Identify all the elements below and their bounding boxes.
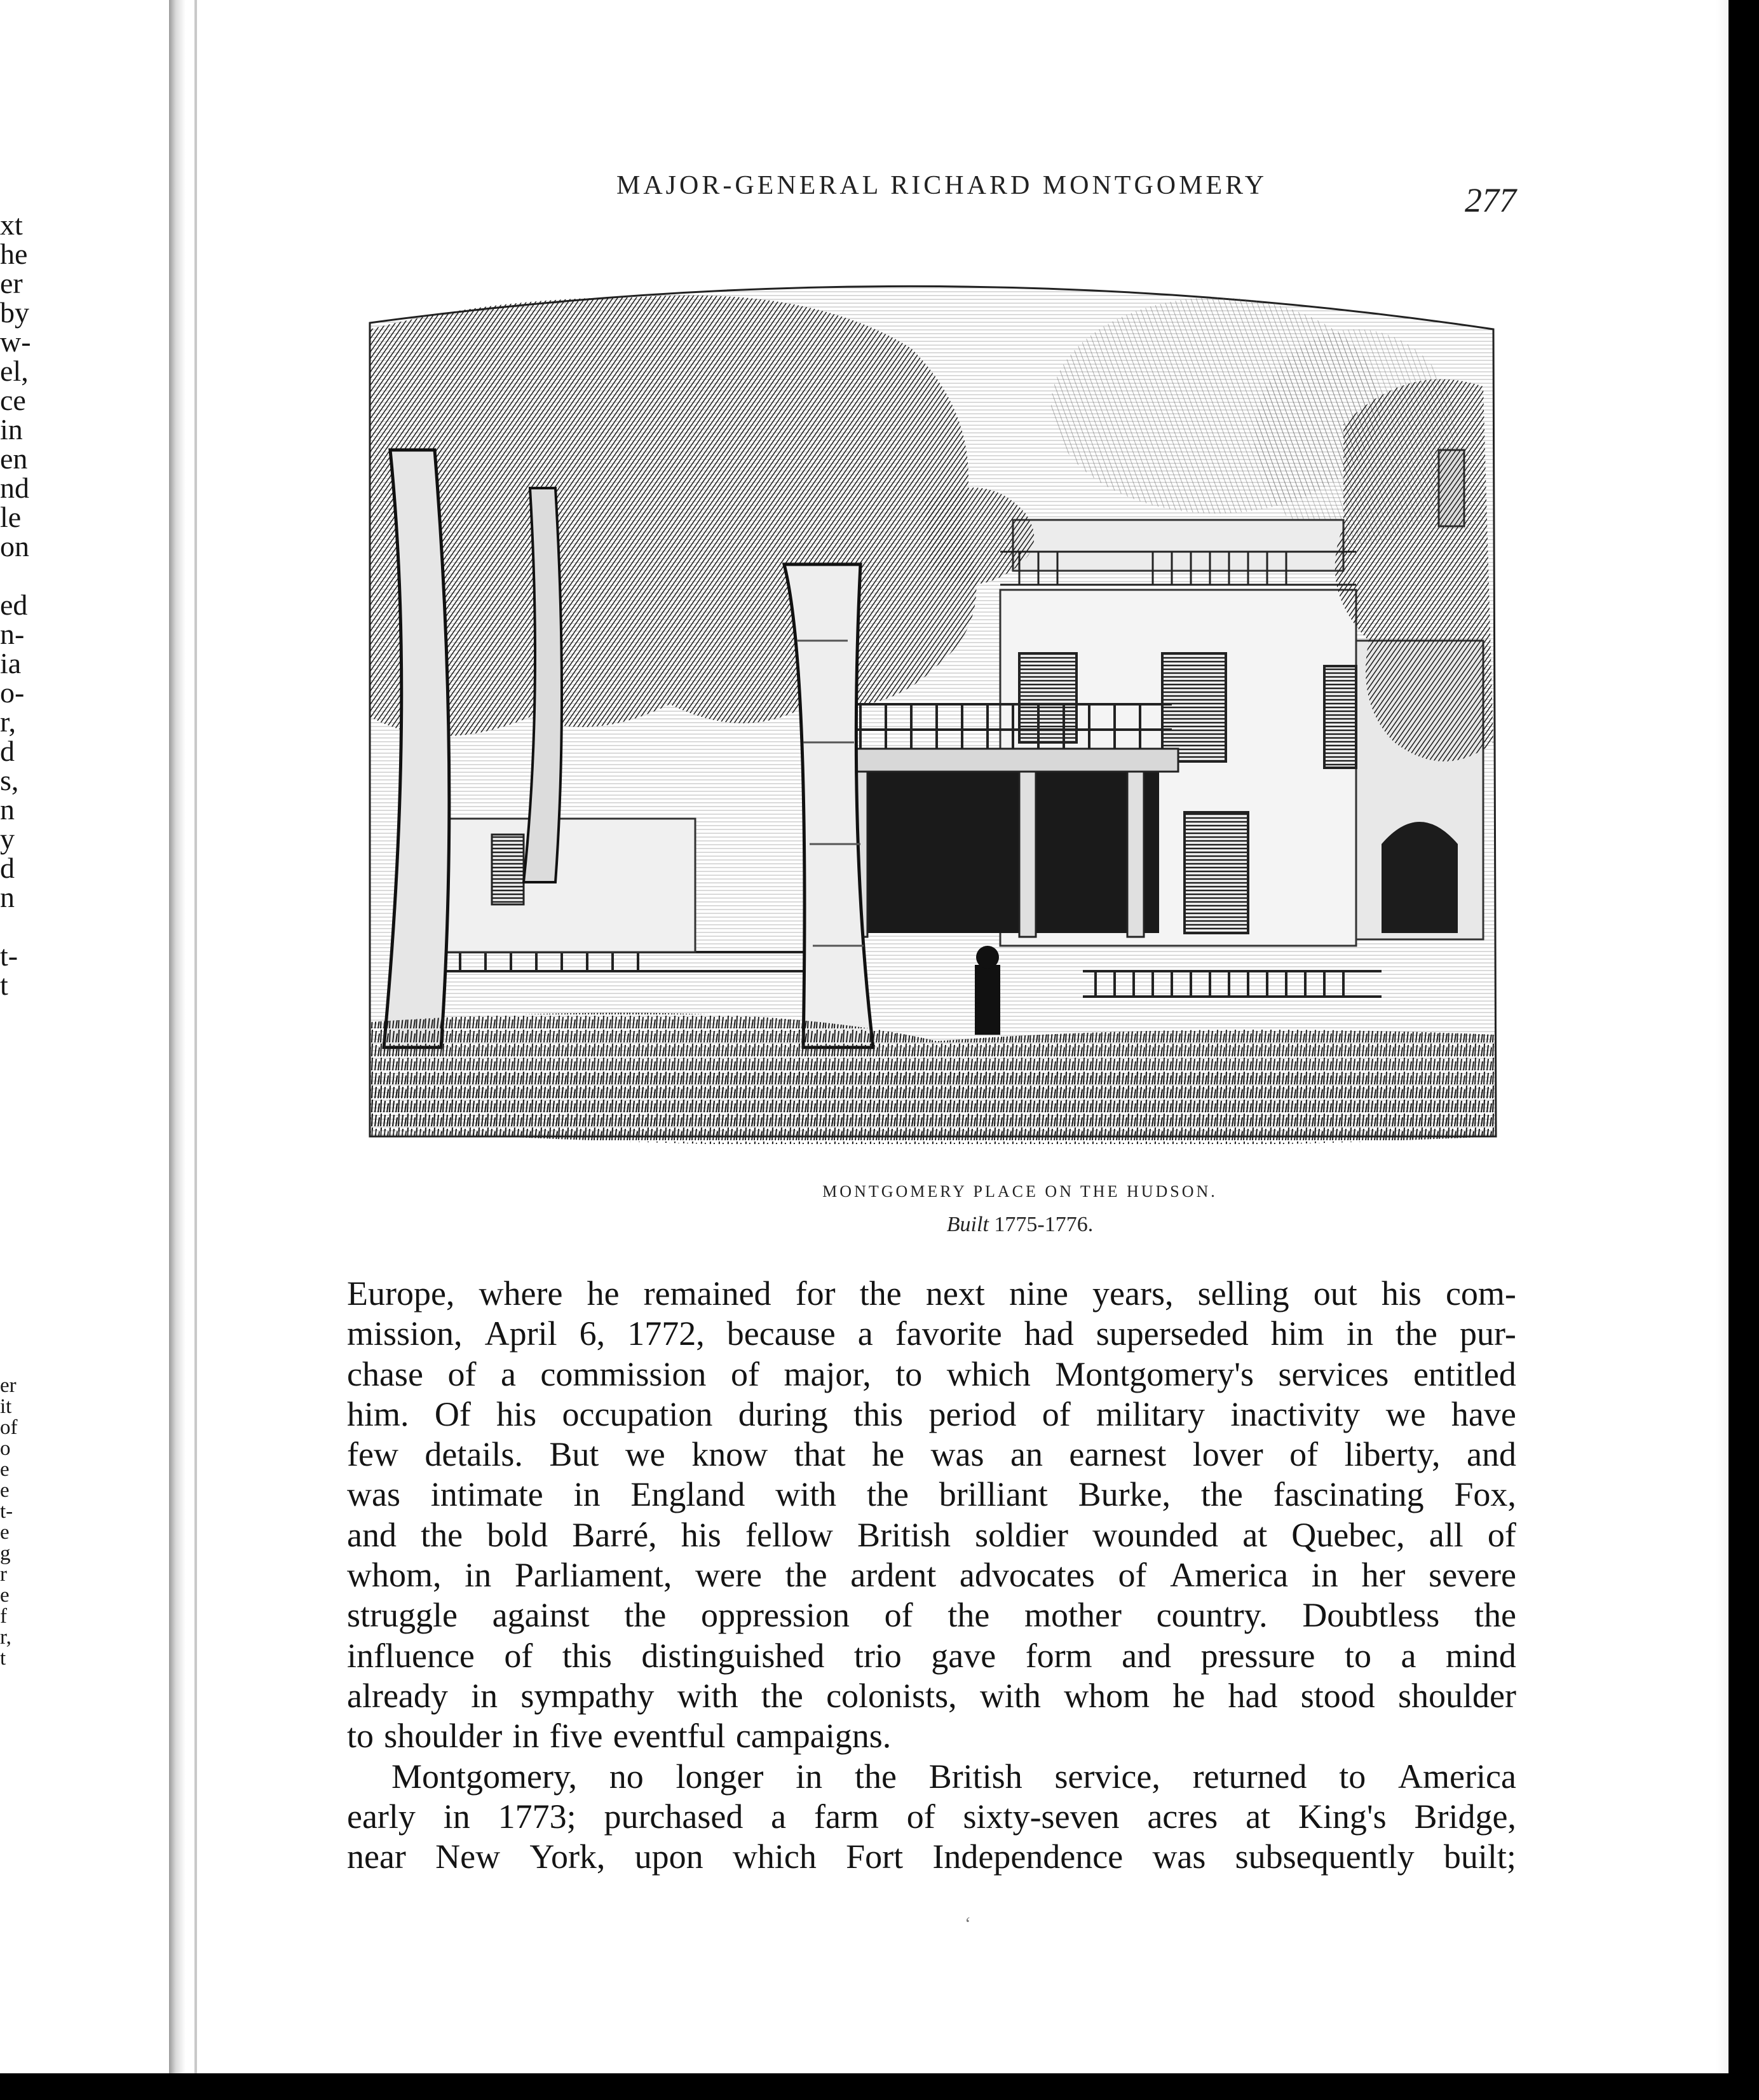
body-word: the xyxy=(1200,1475,1243,1514)
body-word: of xyxy=(1118,1556,1147,1595)
body-word: British xyxy=(928,1757,1022,1796)
facing-page-footnote-fragment: r, xyxy=(0,1626,11,1649)
facing-page-left xyxy=(0,0,179,2100)
facing-page-text-fragments-top xyxy=(0,205,159,1001)
body-word: shoulder xyxy=(384,1717,503,1756)
facing-page-footnote-fragment: r xyxy=(0,1563,7,1586)
facing-page-footnote-fragment: of xyxy=(0,1416,18,1439)
facing-page-fragment: en xyxy=(0,442,28,475)
body-word: and xyxy=(1122,1636,1172,1675)
body-word: earnest xyxy=(1069,1435,1167,1474)
body-word: because xyxy=(726,1314,836,1353)
body-word: remained xyxy=(643,1274,771,1312)
body-word: built; xyxy=(1443,1838,1516,1876)
body-word: Europe, xyxy=(347,1274,455,1312)
body-word: for xyxy=(795,1274,836,1312)
body-word: against xyxy=(492,1596,590,1635)
body-word: Fort xyxy=(846,1838,904,1876)
facing-page-fragment xyxy=(0,906,159,936)
facing-page-fragment: r, xyxy=(0,706,16,738)
facing-page-fragment: er xyxy=(0,267,23,299)
body-word: brilliant xyxy=(939,1475,1048,1514)
body-word: Montgomery's xyxy=(1055,1354,1254,1393)
body-word: the xyxy=(1395,1314,1437,1353)
facing-page-fragment: on xyxy=(0,530,29,562)
body-word: favorite xyxy=(895,1314,1002,1353)
body-word: at xyxy=(1242,1515,1268,1554)
body-word: upon xyxy=(634,1838,703,1876)
body-word: to xyxy=(1339,1757,1366,1796)
body-word: his xyxy=(496,1394,537,1433)
facing-page-footnote-fragment: e xyxy=(0,1458,10,1481)
body-word: already xyxy=(347,1676,448,1715)
body-line xyxy=(347,1394,1516,1435)
body-word: which xyxy=(946,1354,1031,1393)
body-word: 6, xyxy=(579,1314,606,1353)
body-line xyxy=(347,1837,1516,1877)
facing-page-fragment: y xyxy=(0,822,15,855)
body-word: an xyxy=(1010,1435,1043,1474)
body-line xyxy=(347,1595,1516,1635)
body-line xyxy=(347,1555,1516,1595)
body-word: inactivity xyxy=(1230,1394,1361,1433)
body-word: farm xyxy=(813,1797,879,1836)
body-word: and xyxy=(1467,1435,1516,1474)
page-number: 277 xyxy=(1465,181,1516,219)
facing-page-fragment: he xyxy=(0,238,28,270)
body-word: sixty-seven xyxy=(963,1797,1120,1836)
body-word: his xyxy=(681,1515,721,1554)
body-word: of xyxy=(1487,1515,1516,1554)
facing-page-footnote-fragment: e xyxy=(0,1584,10,1607)
body-word: the xyxy=(785,1556,827,1595)
body-word: occupation xyxy=(562,1394,713,1433)
facing-page-fragment: ed xyxy=(0,589,28,621)
body-word: this xyxy=(853,1394,904,1433)
body-word: trio xyxy=(853,1636,902,1675)
facing-page-fragment: n- xyxy=(0,618,25,650)
body-word: years, xyxy=(1092,1274,1174,1312)
body-word: selling xyxy=(1197,1274,1289,1312)
body-word: whom, xyxy=(347,1556,442,1595)
body-word: bold xyxy=(487,1515,548,1554)
body-word: we xyxy=(625,1435,665,1474)
body-word: were xyxy=(695,1556,762,1595)
facing-page-fragment: in xyxy=(0,413,23,446)
body-word: Barré, xyxy=(572,1515,657,1554)
figure-caption-date xyxy=(686,1213,1354,1237)
engraving-illustration-montgomery-place xyxy=(365,259,1501,1144)
running-head: MAJOR-GENERAL RICHARD MONTGOMERY xyxy=(616,171,1268,200)
body-word: oppression xyxy=(701,1596,850,1635)
body-word: no xyxy=(609,1757,644,1796)
body-word: the xyxy=(1474,1596,1516,1635)
facing-page-fragment: n xyxy=(0,881,15,913)
body-word: England xyxy=(630,1475,745,1514)
facing-page-footnote-fragment: it xyxy=(0,1395,12,1418)
body-word: 1773; xyxy=(498,1797,576,1836)
body-word: all xyxy=(1429,1515,1464,1554)
body-word: whom xyxy=(1064,1676,1150,1715)
body-word: York, xyxy=(529,1838,606,1876)
body-word: sympathy xyxy=(520,1676,655,1715)
body-line xyxy=(347,1757,1516,1797)
body-word: of xyxy=(447,1354,477,1393)
facing-page-footnote-fragment: t xyxy=(0,1647,6,1670)
body-word: him. xyxy=(347,1394,409,1433)
body-word: to xyxy=(347,1717,374,1756)
body-word: in xyxy=(1311,1556,1338,1595)
body-word: her xyxy=(1361,1556,1406,1595)
facing-page-footnote-fragment: e xyxy=(0,1479,10,1502)
body-line xyxy=(347,1274,1516,1314)
body-line xyxy=(347,1636,1516,1676)
scan-border-bottom xyxy=(0,2073,1759,2100)
body-word: Parliament, xyxy=(514,1556,672,1595)
body-word: Of xyxy=(434,1394,471,1433)
body-word: the xyxy=(421,1515,463,1554)
body-word: chase xyxy=(347,1354,423,1393)
facing-page-fragment: t xyxy=(0,969,8,1001)
body-word: the xyxy=(854,1757,897,1796)
facing-page-footnote-fragment: er xyxy=(0,1374,17,1397)
body-word: had xyxy=(1024,1314,1074,1353)
facing-page-fragment: n xyxy=(0,793,15,826)
body-word: pur- xyxy=(1459,1314,1516,1353)
body-word: colonists, xyxy=(826,1676,957,1715)
facing-page-fragment: d xyxy=(0,852,15,884)
body-word: Independence xyxy=(932,1838,1124,1876)
body-word: he xyxy=(587,1274,620,1312)
facing-page-fragment: xt xyxy=(0,208,23,241)
facing-page-footnote-fragment: o xyxy=(0,1437,11,1460)
body-word: a xyxy=(771,1797,787,1836)
body-word: a xyxy=(857,1314,873,1353)
facing-page-fragment: s, xyxy=(0,764,19,796)
body-word: the xyxy=(761,1676,803,1715)
body-word: few xyxy=(347,1435,398,1474)
facing-page-fragment: d xyxy=(0,735,15,767)
body-word: with xyxy=(775,1475,837,1514)
body-word: of xyxy=(884,1596,913,1635)
body-word: mother xyxy=(1024,1596,1122,1635)
body-word: the xyxy=(624,1596,667,1635)
body-word: near xyxy=(347,1838,406,1876)
body-word: liberty, xyxy=(1344,1435,1441,1474)
body-word: the xyxy=(947,1596,990,1635)
body-word: New xyxy=(435,1838,501,1876)
body-word: with xyxy=(979,1676,1041,1715)
body-word: him xyxy=(1270,1314,1324,1353)
body-word: he xyxy=(872,1435,905,1474)
facing-page-fragment: ce xyxy=(0,384,26,416)
body-word: of xyxy=(504,1636,533,1675)
body-word: during xyxy=(738,1394,828,1433)
body-word: ardent xyxy=(850,1556,937,1595)
body-line xyxy=(347,1354,1516,1394)
body-word: that xyxy=(794,1435,846,1474)
body-word: Fox, xyxy=(1454,1475,1516,1514)
body-text xyxy=(347,1274,1516,1877)
body-word: shoulder xyxy=(1397,1676,1516,1715)
body-word: period xyxy=(928,1394,1017,1433)
body-word: wounded xyxy=(1092,1515,1219,1554)
body-word: had xyxy=(1228,1676,1278,1715)
body-line xyxy=(347,1716,1516,1756)
scan-border-right xyxy=(1728,0,1759,2073)
body-word: com- xyxy=(1445,1274,1516,1312)
body-word: where xyxy=(479,1274,563,1312)
body-word: services xyxy=(1278,1354,1389,1393)
body-word: military xyxy=(1096,1394,1205,1433)
body-word: Burke, xyxy=(1078,1475,1171,1514)
body-word: superseded xyxy=(1096,1314,1249,1353)
body-line xyxy=(347,1515,1516,1555)
body-word: mind xyxy=(1445,1636,1516,1675)
body-word: of xyxy=(1289,1435,1319,1474)
body-word: stood xyxy=(1300,1676,1375,1715)
body-word: form xyxy=(1025,1636,1092,1675)
body-word: mission, xyxy=(347,1314,463,1353)
body-word: with xyxy=(677,1676,738,1715)
body-word: in xyxy=(573,1475,601,1514)
facing-page-footnote-fragment: g xyxy=(0,1542,11,1565)
body-word: early xyxy=(347,1797,416,1836)
body-word: campaigns. xyxy=(735,1717,892,1756)
body-word: his xyxy=(1381,1274,1422,1312)
facing-page-fragment: w- xyxy=(0,325,31,358)
body-word: fascinating xyxy=(1273,1475,1424,1514)
body-word: purchased xyxy=(604,1797,744,1836)
body-word: America xyxy=(1170,1556,1289,1595)
body-word: this xyxy=(562,1636,612,1675)
body-word: distinguished xyxy=(641,1636,825,1675)
body-line xyxy=(347,1676,1516,1716)
body-word: was xyxy=(347,1475,400,1514)
body-word: Quebec, xyxy=(1291,1515,1405,1554)
page-edge-right xyxy=(1716,0,1728,2073)
facing-page-footnote-fragment: e xyxy=(0,1521,10,1544)
facing-page-footnote-fragments xyxy=(0,1369,159,1670)
body-word: five xyxy=(549,1717,603,1756)
body-word: the xyxy=(867,1475,909,1514)
body-word: which xyxy=(732,1838,817,1876)
body-word: in xyxy=(471,1676,498,1715)
body-word: struggle xyxy=(347,1596,458,1635)
facing-page-fragment: el, xyxy=(0,355,29,387)
body-word: know xyxy=(691,1435,768,1474)
body-word: entitled xyxy=(1413,1354,1516,1393)
body-line xyxy=(347,1797,1516,1837)
body-word: out xyxy=(1313,1274,1357,1312)
stray-ink-mark: ‘ xyxy=(965,1913,971,1934)
body-line xyxy=(347,1435,1516,1475)
body-word: to xyxy=(1344,1636,1371,1675)
body-word: King's xyxy=(1298,1797,1387,1836)
body-word: pressure xyxy=(1200,1636,1315,1675)
body-word: of xyxy=(730,1354,759,1393)
body-word: fellow xyxy=(745,1515,833,1554)
body-word: was xyxy=(930,1435,984,1474)
book-gutter-shadow xyxy=(169,0,186,2100)
body-line xyxy=(347,1314,1516,1354)
body-word: Bridge, xyxy=(1414,1797,1516,1836)
body-word: of xyxy=(1042,1394,1071,1433)
body-word: was xyxy=(1152,1838,1206,1876)
body-word: a xyxy=(500,1354,516,1393)
body-word: a xyxy=(1401,1636,1416,1675)
body-word: returned xyxy=(1192,1757,1307,1796)
body-word: service, xyxy=(1054,1757,1160,1796)
body-word: soldier xyxy=(975,1515,1069,1554)
body-word: British xyxy=(857,1515,951,1554)
body-word: have xyxy=(1451,1394,1516,1433)
body-word: of xyxy=(906,1797,935,1836)
body-word: eventful xyxy=(613,1717,726,1756)
body-word: Doubtless xyxy=(1302,1596,1440,1635)
body-word: in xyxy=(1346,1314,1373,1353)
body-word: in xyxy=(465,1556,492,1595)
facing-page-fragment: by xyxy=(0,296,29,329)
body-word: 1772, xyxy=(627,1314,705,1353)
body-word: he xyxy=(1172,1676,1205,1715)
figure-caption-built: Built xyxy=(946,1213,989,1236)
body-word: advocates xyxy=(959,1556,1095,1595)
body-word: America xyxy=(1398,1757,1516,1796)
body-word: acres xyxy=(1147,1797,1218,1836)
facing-page-fragment: o- xyxy=(0,676,25,709)
body-word: April xyxy=(484,1314,557,1353)
facing-page-fragment: le xyxy=(0,501,22,533)
book-page xyxy=(197,0,1716,2100)
facing-page-fragment: t- xyxy=(0,939,18,972)
body-word: details. xyxy=(424,1435,523,1474)
facing-page-fragment: ia xyxy=(0,647,22,679)
body-word: lover xyxy=(1192,1435,1263,1474)
body-word: in xyxy=(512,1717,540,1756)
body-word: But xyxy=(549,1435,599,1474)
figure-caption-title: MONTGOMERY PLACE ON THE HUDSON. xyxy=(822,1182,1218,1201)
facing-page-footnote-fragment: t- xyxy=(0,1500,13,1523)
body-word: and xyxy=(347,1515,397,1554)
body-word: major, xyxy=(784,1354,871,1393)
body-word: Montgomery, xyxy=(391,1757,577,1796)
body-line xyxy=(347,1475,1516,1515)
body-word: longer xyxy=(676,1757,764,1796)
body-word: the xyxy=(859,1274,902,1312)
body-word: intimate xyxy=(430,1475,543,1514)
body-word: influence xyxy=(347,1636,475,1675)
body-word: in xyxy=(796,1757,823,1796)
body-word: commission xyxy=(540,1354,707,1393)
facing-page-footnote-fragment: f xyxy=(0,1605,7,1628)
facing-page-fragment: nd xyxy=(0,472,29,504)
body-word: to xyxy=(895,1354,923,1393)
body-word: in xyxy=(443,1797,470,1836)
body-word: nine xyxy=(1009,1274,1068,1312)
body-word: severe xyxy=(1429,1556,1516,1595)
body-word: subsequently xyxy=(1235,1838,1415,1876)
body-word: next xyxy=(925,1274,985,1312)
figure-caption-years: 1775-1776. xyxy=(994,1213,1094,1236)
body-word: at xyxy=(1246,1797,1271,1836)
body-word: country. xyxy=(1156,1596,1268,1635)
body-word: we xyxy=(1385,1394,1426,1433)
body-word: gave xyxy=(931,1636,996,1675)
